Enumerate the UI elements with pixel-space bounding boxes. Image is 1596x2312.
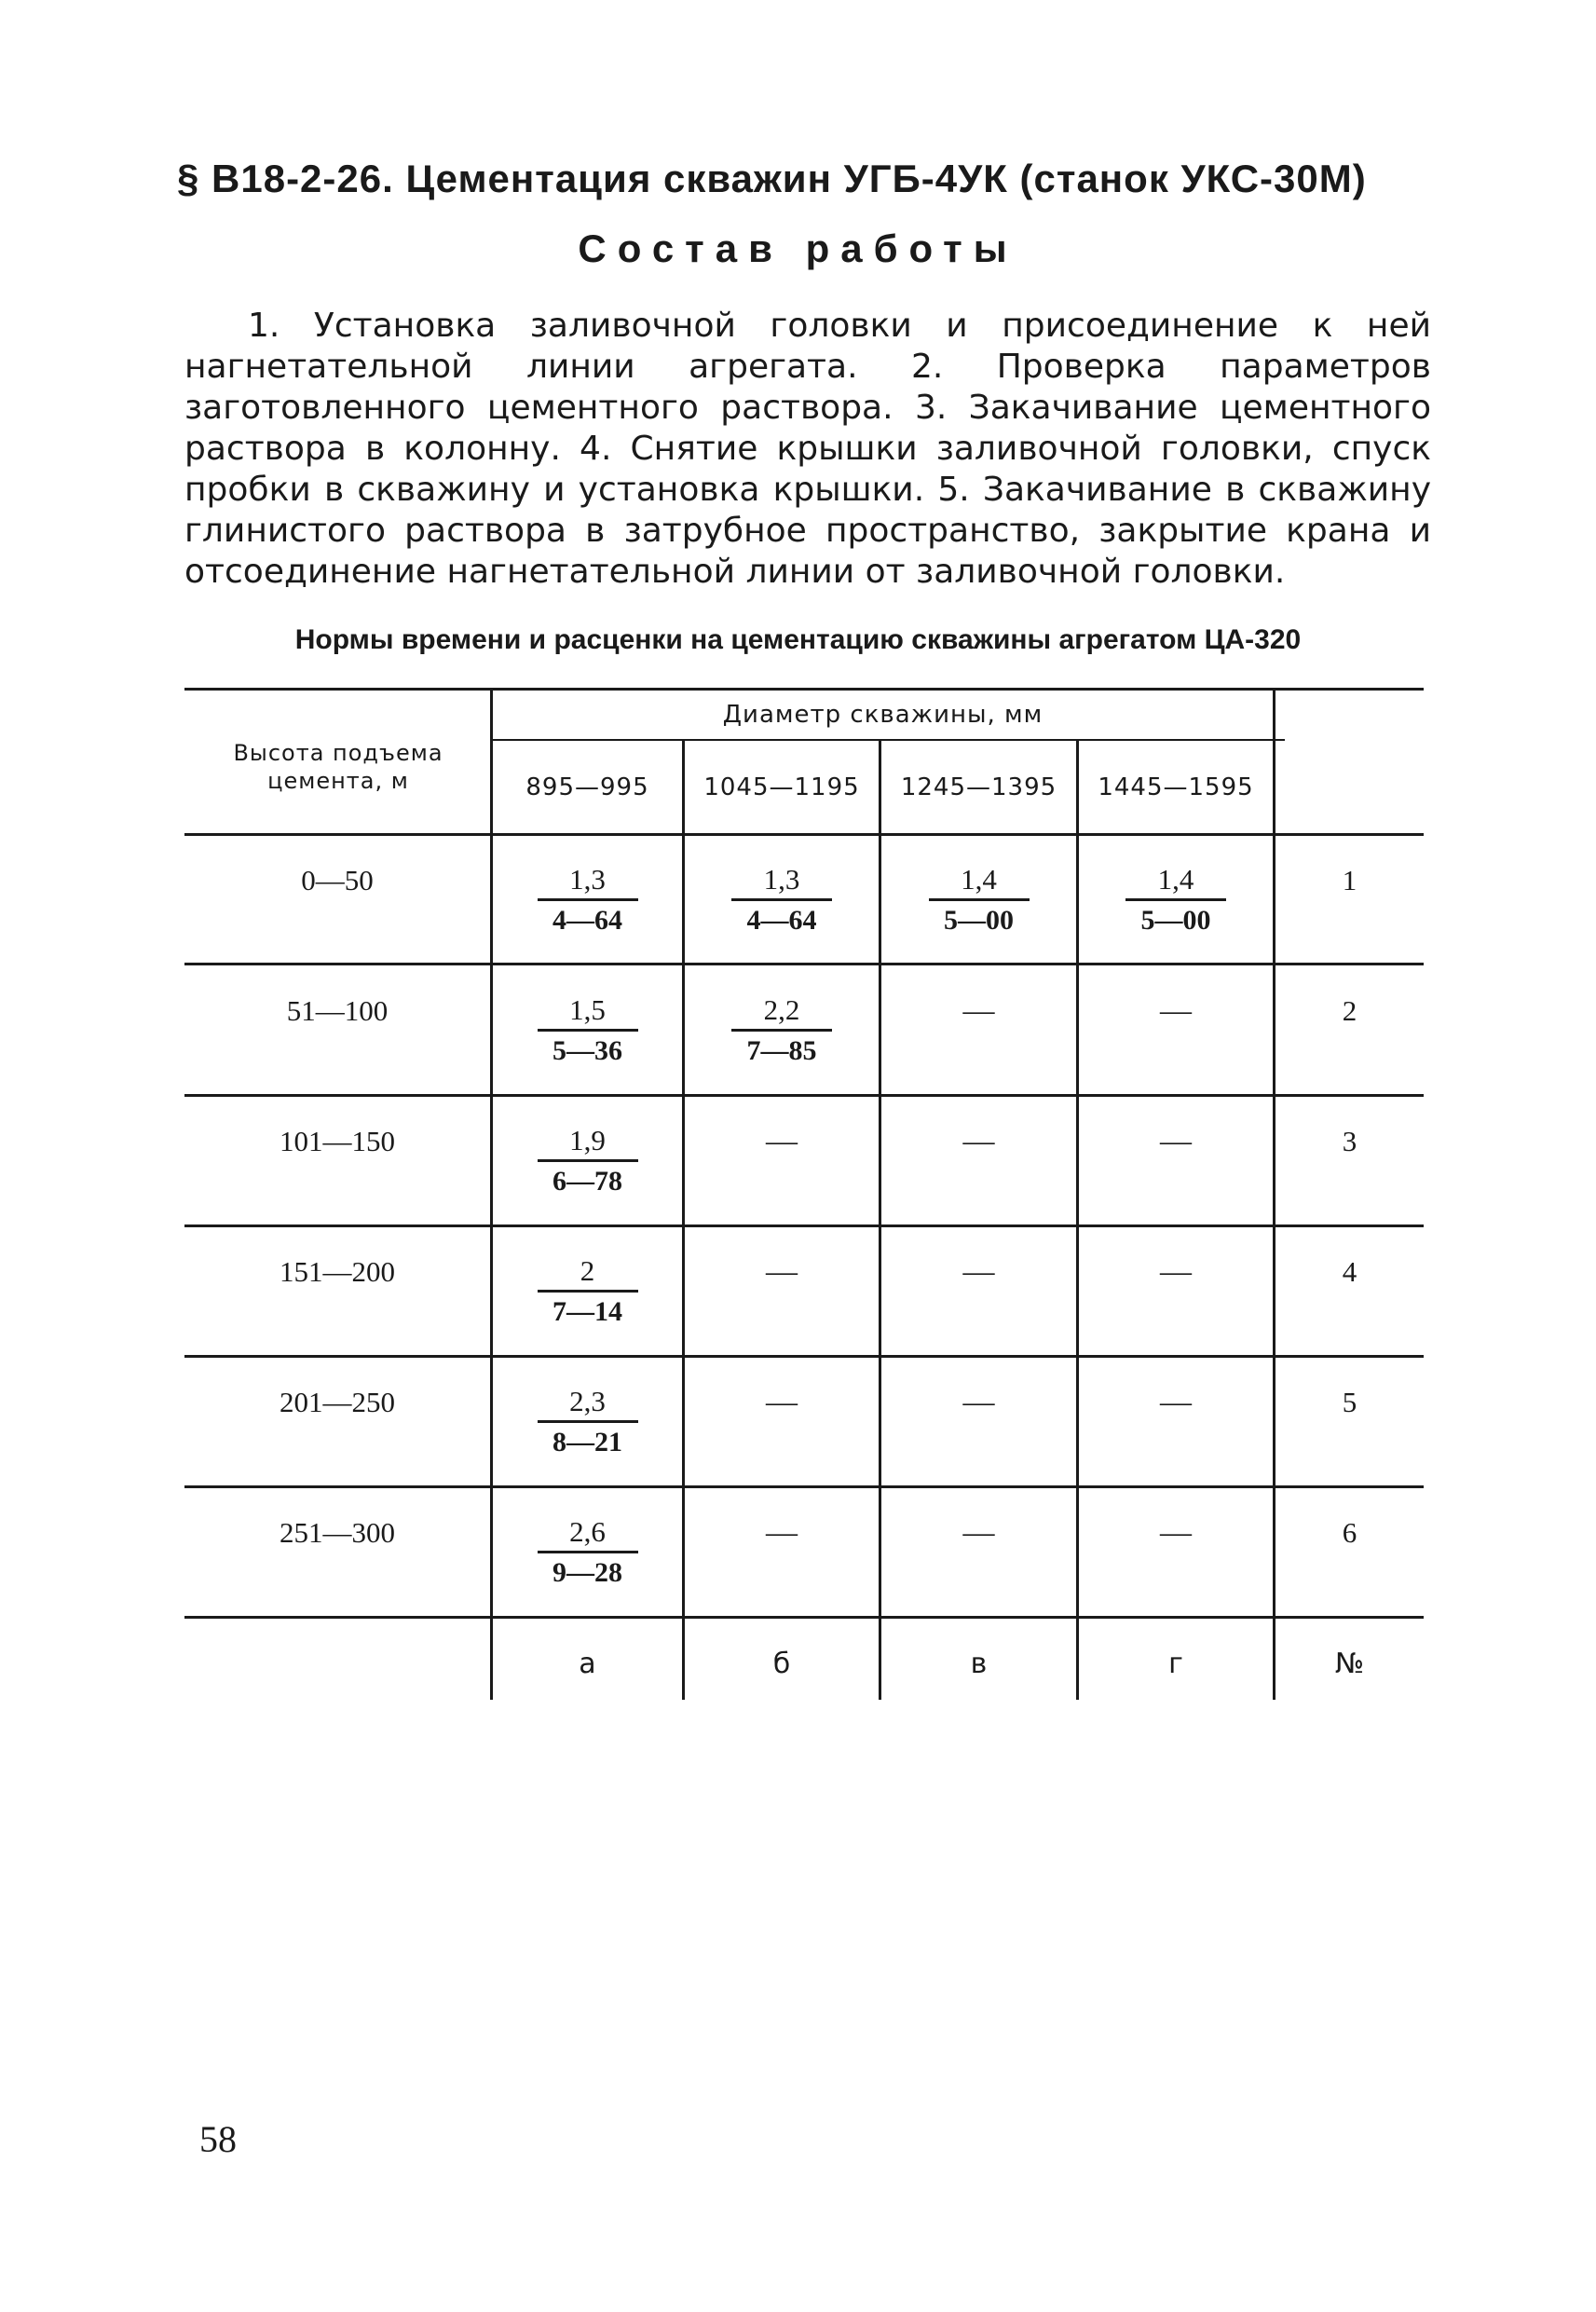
norm-time: 2 [538, 1254, 638, 1293]
norm-cell [493, 1114, 682, 1207]
empty-cell: — [962, 993, 995, 1028]
row-number-cell: 3 [1342, 1125, 1357, 1157]
empty-cell: — [1160, 1515, 1192, 1550]
column-header: 1445—1595 [1098, 773, 1254, 801]
norm-cell [493, 1244, 682, 1337]
column-header: 1245—1395 [900, 773, 1057, 801]
column-letter: б [772, 1647, 791, 1680]
empty-cell: — [962, 1385, 995, 1419]
norm-price: 7—14 [552, 1295, 622, 1327]
empty-cell: — [766, 1385, 798, 1419]
height-range-cell: 151—200 [280, 1255, 395, 1288]
norm-time: 2,2 [731, 993, 832, 1032]
row-header-cell: Высота подъема цемента, м [233, 740, 443, 794]
norm-time: 1,9 [538, 1124, 638, 1162]
row-rule [184, 1224, 1424, 1227]
norm-time: 1,4 [1125, 863, 1226, 901]
table-body-bottom-rule [184, 1616, 1424, 1619]
norm-price: 9—28 [552, 1556, 622, 1588]
norm-price: 6—78 [552, 1165, 622, 1197]
norm-time: 1,3 [538, 863, 638, 901]
empty-cell: — [1160, 1385, 1192, 1419]
norm-price: 7—85 [746, 1034, 817, 1066]
norm-time: 2,3 [538, 1385, 638, 1423]
norm-time: 1,3 [731, 863, 832, 901]
row-rule [184, 1485, 1424, 1488]
row-number-cell: 5 [1342, 1386, 1357, 1418]
height-range-cell: 201—250 [280, 1386, 395, 1418]
page-heading: § В18-2-26. Цементация скважин УГБ-4УК (станок УКС-30М) [177, 157, 1367, 200]
norm-cell [881, 853, 1076, 946]
table-caption: Нормы времени и расценки на цементацию скважины агрегатом ЦА-320 [294, 624, 1302, 655]
norm-cell [685, 853, 879, 946]
row-number-cell: 4 [1342, 1255, 1357, 1288]
row-number-cell: 1 [1342, 864, 1357, 896]
norm-time: 1,4 [929, 863, 1030, 901]
column-letter: в [970, 1647, 988, 1680]
empty-cell: — [1160, 1124, 1192, 1158]
norm-price: 4—64 [746, 904, 817, 936]
row-rule [184, 1094, 1424, 1097]
empty-cell: — [766, 1254, 798, 1289]
height-range-cell: 0—50 [301, 864, 374, 896]
page-number: 58 [199, 2118, 237, 2160]
norm-price: 5—36 [552, 1034, 622, 1066]
norm-cell [493, 1505, 682, 1598]
empty-cell: — [1160, 993, 1192, 1028]
empty-cell: — [962, 1254, 995, 1289]
height-range-cell: 251—300 [280, 1516, 395, 1549]
row-number-cell: 6 [1342, 1516, 1357, 1549]
norm-time: 1,5 [538, 993, 638, 1032]
empty-cell: — [962, 1515, 995, 1550]
norm-cell [1079, 853, 1273, 946]
norm-price: 8—21 [552, 1426, 622, 1457]
group-header-cell: Диаметр скважины, мм [722, 700, 1044, 729]
column-letter: г [1168, 1647, 1183, 1680]
norm-price: 5—00 [1140, 904, 1211, 936]
empty-cell: — [766, 1124, 798, 1158]
header-bottom-rule [184, 833, 1424, 836]
norm-time: 2,6 [538, 1515, 638, 1553]
column-header: 895—995 [525, 773, 649, 801]
section-title: Состав работы [578, 226, 1018, 270]
group-header-rule [493, 739, 1285, 741]
height-range-cell: 101—150 [280, 1125, 395, 1157]
norm-cell [493, 1375, 682, 1468]
row-number-cell: 2 [1342, 994, 1357, 1027]
row-rule [184, 963, 1424, 965]
work-description: 1. Установка заливочной головки и присоединение к ней нагнетательной линии агрегата. 2. Проверка параметров заготовленного цементного раствора. 3. Закачивание цементного раствора в колонну. 4. Снятие крышки заливочной головки, спуск пробки в скважину и установка крышки. 5. Закачивание в скважину глинистого раствора в затрубное пространство, закрытие крана и отсоединение нагнетательной линии от заливочной головки. [184, 307, 1431, 591]
empty-cell: — [766, 1515, 798, 1550]
norm-cell [493, 983, 682, 1076]
column-letter: а [579, 1647, 596, 1680]
number-column-label: № [1334, 1647, 1365, 1680]
norm-cell [493, 853, 682, 946]
column-header: 1045—1195 [703, 773, 860, 801]
norm-price: 4—64 [552, 904, 622, 936]
norm-cell [685, 983, 879, 1076]
empty-cell: — [1160, 1254, 1192, 1289]
empty-cell: — [962, 1124, 995, 1158]
row-rule [184, 1355, 1424, 1358]
height-range-cell: 51—100 [286, 994, 389, 1027]
norm-price: 5—00 [944, 904, 1014, 936]
